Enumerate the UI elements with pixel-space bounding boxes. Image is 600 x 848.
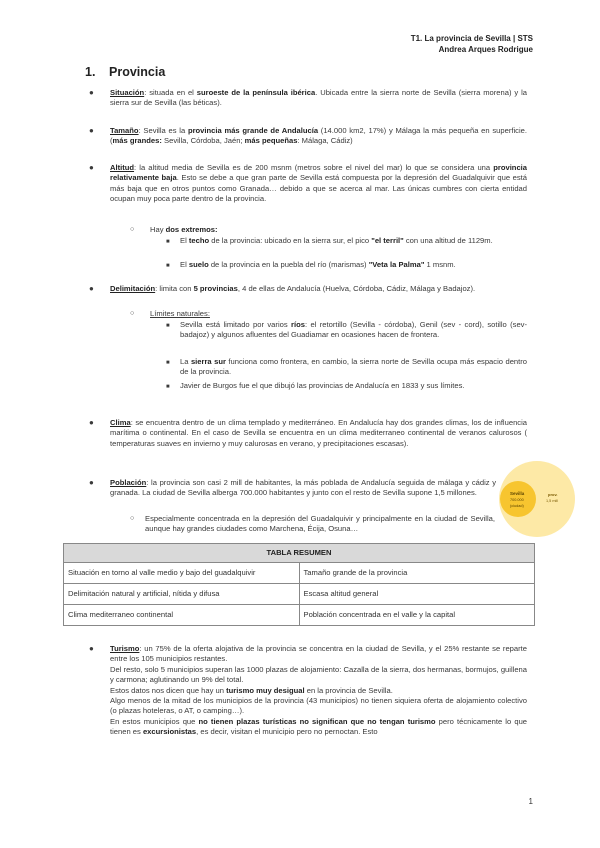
table-row — [64, 584, 535, 605]
outer-label-2: 1,5 mill — [546, 499, 559, 503]
square-bullet-icon: ■ — [166, 239, 170, 245]
table-cell: Tamaño grande de la provincia — [299, 563, 535, 584]
inner-label-2: 700.000 — [510, 498, 524, 502]
table-cell: Situación en torno al valle medio y bajo del guadalquivir — [64, 563, 300, 584]
bullet-icon: ● — [89, 88, 94, 97]
document-page: T1. La provincia de Sevilla | STS Andrea Arques Rodrigue 1. Provincia ● Situación: situada en el suroeste de la península ibérica. Ubicada entre la sierra norte de Sevilla (sierra morena) y la sierra sur de Sevilla (las béticas). ● Tamaño: Sevilla es la provincia más grande de Andalucía (14.000 km2, 17%) y Málaga la más pequeña en superficie. (más grandes: Sevilla, Córdoba, Jaén; más pequeñas: Málaga, Cádiz) ● Altitud: la altitud media de Sevilla es de 200 msnm (metros sobre el nivel del mar) lo que se considera una provincia relativamente baja. Esto se debe a que gran parte de Sevilla está compuesta por la depresión del Guadalquivir que está más baja que en otros puntos como Granada… debido a que se acerca al mar. Las únicas cumbres con cierta entidad ocupan muy poca parte dentro de la provincia. ○ Hay dos extremos: ■ El techo de la provincia: ubicado en la sierra sur, el pico "el terril" con una altitud de 1129m. ■ El suelo de la provincia en la puebla del río (marismas) "Veta la Palma" 1 msnm. ● Delimitación: limita con 5 provincias, 4 de ellas de Andalucía (Huelva, Córdoba, Cádiz, Málaga y Badajoz). ○ Límites naturales: ■ Sevilla está limitado por varios ríos: el retortillo (Sevilla - córdoba), Genil (sev - cord), sotillo (sev- badajoz) y algunos afluentes del Guadiamar en ocasiones hacen de frontera. ■ La sierra sur funciona como frontera, en cambio, la sierra norte de Sevilla ocupa más espacio dentro de la provincia. ■ Javier de Burgos fue el que dibujó las provincias de Andalucía en 1833 y sus límites. ● Clima: se encuentra dentro de un clima templado y mediterráneo. En Andalucía hay dos grandes climas, los de influencia marítima o continental. En el caso de Sevilla se encuentra en un clima mediterraneo continental de veranos calurosos ( temperaturas suaves en invierno y muy calurosas en verano, y precipitaciones escasas). ● Población: la provincia son casi 2 mill de habitantes, la más poblada de Andalucía seguida de málaga y cádiz y granada. La ciudad de Sevilla alberga 700.000 habitantes y junto con el resto de Sevilla supone 1,5 millones. ○ Especialmente concentrada en la depresión del Guadalquivir y principalmente en la ciudad de Sevilla, aunque hay grandes ciudades como Marchena, Écija, Osuna… Sevilla 700.000 (ciudad) prov. 1,5 mill TABLA RESUMEN Situación en torno al valle medio y bajo del guadalquivir Tamaño grande de la provincia Delimitación natural y artificial, nítida y difusa Escasa altitud general Clima mediterraneo continental Población concentrada en el valle y la capital ● Turismo: un 75% de la oferta alojativa de la provincia se concentra en la ciudad de Sevilla, y el 25% restante se reparte entre los 105 municipios restantes. Del resto, solo 5 municipios superan las 1000 plazas de alojamiento: Cazalla de la sierra, dos hermanas, bormujos, guillena y carmona; aglutinando un 9% del total. Estos datos nos dicen que hay un turismo muy desigual en la provincia de Sevilla. Algo menos de la mitad de los municipios de la provincia (43 municipios) no tienen siquiera oferta de alojamiento colectivo (o plazas hoteleras, o AT, o camping…). En estos municipios que no tienen plazas turísticas no significan que no tengan turismo pero técnicamente lo que tienen es excursionistas, es decir, visitan el municipio pero no pernoctan. Esto 1 — [0, 0, 600, 848]
inner-label-3: (ciudad) — [510, 504, 524, 508]
term-label: Población — [110, 478, 147, 487]
table-row — [64, 605, 535, 626]
term-label: Turismo — [110, 644, 140, 653]
population-circles-diagram — [498, 460, 576, 538]
section-title: Provincia — [109, 65, 166, 79]
term-label: Tamaño — [110, 126, 139, 135]
paragraph-situacion: ● Situación: situada en el suroeste de la península ibérica. Ubicada entre la sierra norte de Sevilla (sierra morena) y la sierra sur de Sevilla (las béticas). — [89, 88, 527, 108]
paragraph-altitud: ● Altitud: la altitud media de Sevilla es de 200 msnm (metros sobre el nivel del mar) lo que se considera una provincia relativamente baja. Esto se debe a que gran parte de Sevilla está compuesta por la depresión del Guadalquivir que está más baja que en otros puntos como Granada… debido a que se acerca al mar. Las únicas cumbres con cierta entidad ocupan muy poca parte dentro de la provincia. — [89, 163, 527, 204]
paragraph-tamano: ● Tamaño: Sevilla es la provincia más grande de Andalucía (14.000 km2, 17%) y Málaga la más pequeña en superficie. (más grandes: Sevilla, Córdoba, Jaén; más pequeñas: Málaga, Cádiz) — [89, 126, 527, 146]
table-row — [64, 563, 535, 584]
header-author: Andrea Arques Rodrigue — [438, 45, 533, 54]
table-cell: Delimitación natural y artificial, nítida y difusa — [64, 584, 300, 605]
paragraph-poblacion: ● Población: la provincia son casi 2 mill de habitantes, la más poblada de Andalucía seguida de málaga y cádiz y granada. La ciudad de Sevilla alberga 700.000 habitantes y junto con el resto de Sevilla supone 1,5 millones. — [89, 478, 496, 498]
list-item-rios: ■ Sevilla está limitado por varios ríos: el retortillo (Sevilla - córdoba), Genil (sev - cord), sotillo (sev- badajoz) y algunos afluentes del Guadiamar en ocasiones hacen de frontera. — [166, 320, 528, 340]
outer-label-1: prov. — [548, 492, 558, 497]
term-label: Delimitación — [110, 284, 156, 293]
inner-label-1: Sevilla — [510, 491, 525, 496]
hollow-circle-icon: ○ — [130, 310, 135, 317]
list-item-techo: ■ El techo de la provincia: ubicado en la sierra sur, el pico "el terril" con una altitud de 1129m. — [180, 236, 527, 246]
hollow-circle-icon: ○ — [130, 226, 135, 233]
table-cell: Clima mediterraneo continental — [64, 605, 300, 626]
page-number: 1 — [528, 796, 533, 806]
bullet-icon: ● — [89, 284, 94, 293]
term-label: Clima — [110, 418, 131, 427]
paragraph-turismo: ● Turismo: un 75% de la oferta alojativa de la provincia se concentra en la ciudad de Sevilla, y el 25% restante se reparte entre los 105 municipios restantes. Del resto, solo 5 municipios superan las 1000 plazas de alojamiento: Cazalla de la sierra, dos hermanas, bormujos, guillena y carmona; aglutinando un 9% del total. Estos datos nos dicen que hay un turismo muy desigual en la provincia de Sevilla. Algo menos de la mitad de los municipios de la provincia (43 municipios) no tienen siquiera oferta de alojamiento colectivo (o plazas hoteleras, o AT, o camping…). En estos municipios que no tienen plazas turísticas no significan que no tengan turismo pero técnicamente lo que tienen es excursionistas, es decir, visitan el municipio pero no pernoctan. Esto — [89, 644, 528, 737]
bullet-icon: ● — [89, 478, 94, 487]
table-title: TABLA RESUMEN — [64, 544, 535, 563]
section-number: 1. — [85, 65, 96, 79]
square-bullet-icon: ■ — [166, 360, 170, 366]
section-heading — [85, 67, 165, 77]
list-item-suelo: ■ El suelo de la provincia en la puebla del río (marismas) "Veta la Palma" 1 msnm. — [180, 260, 527, 270]
list-item-javier-burgos: ■ Javier de Burgos fue el que dibujó las provincias de Andalucía en 1833 y sus límites. — [180, 381, 527, 391]
list-item-concentracion: ○ Especialmente concentrada en la depresión del Guadalquivir y principalmente en la ciudad de Sevilla, aunque hay grandes ciudades como Marchena, Écija, Osuna… — [130, 514, 495, 534]
list-item-sierra-sur: ■ La sierra sur funciona como frontera, en cambio, la sierra norte de Sevilla ocupa más espacio dentro de la provincia. — [166, 357, 528, 377]
summary-table — [63, 543, 535, 626]
table-cell: Escasa altitud general — [299, 584, 535, 605]
paragraph-clima: ● Clima: se encuentra dentro de un clima templado y mediterráneo. En Andalucía hay dos grandes climas, los de influencia marítima o continental. En el caso de Sevilla se encuentra en un clima mediterraneo continental de veranos calurosos ( temperaturas suaves en invierno y muy calurosas en verano, y precipitaciones escasas). — [89, 418, 527, 448]
square-bullet-icon: ■ — [166, 384, 170, 390]
square-bullet-icon: ■ — [166, 323, 170, 329]
document-header — [411, 33, 533, 55]
bullet-icon: ● — [89, 418, 94, 427]
term-label: Altitud — [110, 163, 135, 172]
bullet-icon: ● — [89, 163, 94, 172]
bullet-icon: ● — [89, 644, 94, 653]
hollow-circle-icon: ○ — [130, 515, 135, 522]
paragraph-delimitacion: ● Delimitación: limita con 5 provincias, 4 de ellas de Andalucía (Huelva, Córdoba, Cádiz, Málaga y Badajoz). — [89, 284, 476, 293]
term-label: Situación — [110, 88, 145, 97]
bullet-icon: ● — [89, 126, 94, 135]
square-bullet-icon: ■ — [166, 263, 170, 269]
header-title: T1. La provincia de Sevilla | STS — [410, 34, 533, 43]
table-cell: Población concentrada en el valle y la capital — [299, 605, 535, 626]
